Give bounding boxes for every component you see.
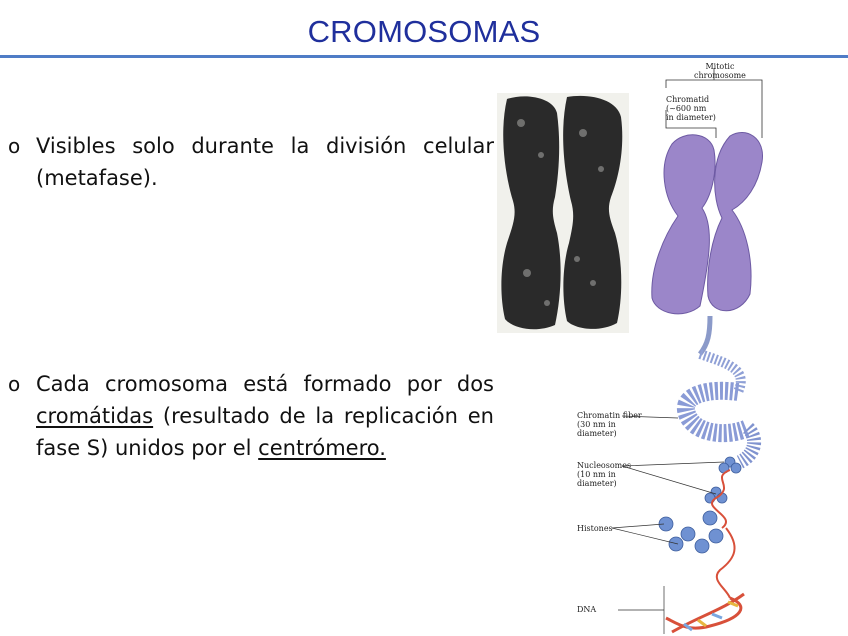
label-chromatin-fiber: Chromatin fiber (30 nm in diameter) xyxy=(577,411,642,438)
bullet-item-2 xyxy=(8,368,494,464)
slide-title: CROMOSOMAS xyxy=(307,14,541,49)
bullet-text-part: Cada cromosoma está formado por dos xyxy=(36,372,494,396)
chromatin-structure-diagram xyxy=(560,58,848,636)
bullet-item-1 xyxy=(8,130,494,194)
bullet-text-2 xyxy=(36,368,494,464)
bullet-text-1 xyxy=(36,130,494,194)
label-dna: DNA xyxy=(577,605,597,614)
label-nucleosomes: Nucleosomes (10 nm in diameter) xyxy=(577,461,632,488)
bullet-text-part: Visibles solo durante la división celular (metafase). xyxy=(36,134,494,190)
bullet-marker: o xyxy=(8,372,21,396)
bullet-text-part: (resultado de la replicación en fase S) unidos por el xyxy=(36,404,494,460)
label-chromatid: Chromatid (~600 nm in diameter) xyxy=(666,95,716,122)
term-centromero: centrómero. xyxy=(258,436,386,460)
term-cromatidas: cromátidas xyxy=(36,404,154,428)
bullet-marker: o xyxy=(8,134,21,158)
label-histones: Histones xyxy=(577,524,613,533)
label-mitotic-chromosome: Mitotic chromosome xyxy=(694,62,746,80)
